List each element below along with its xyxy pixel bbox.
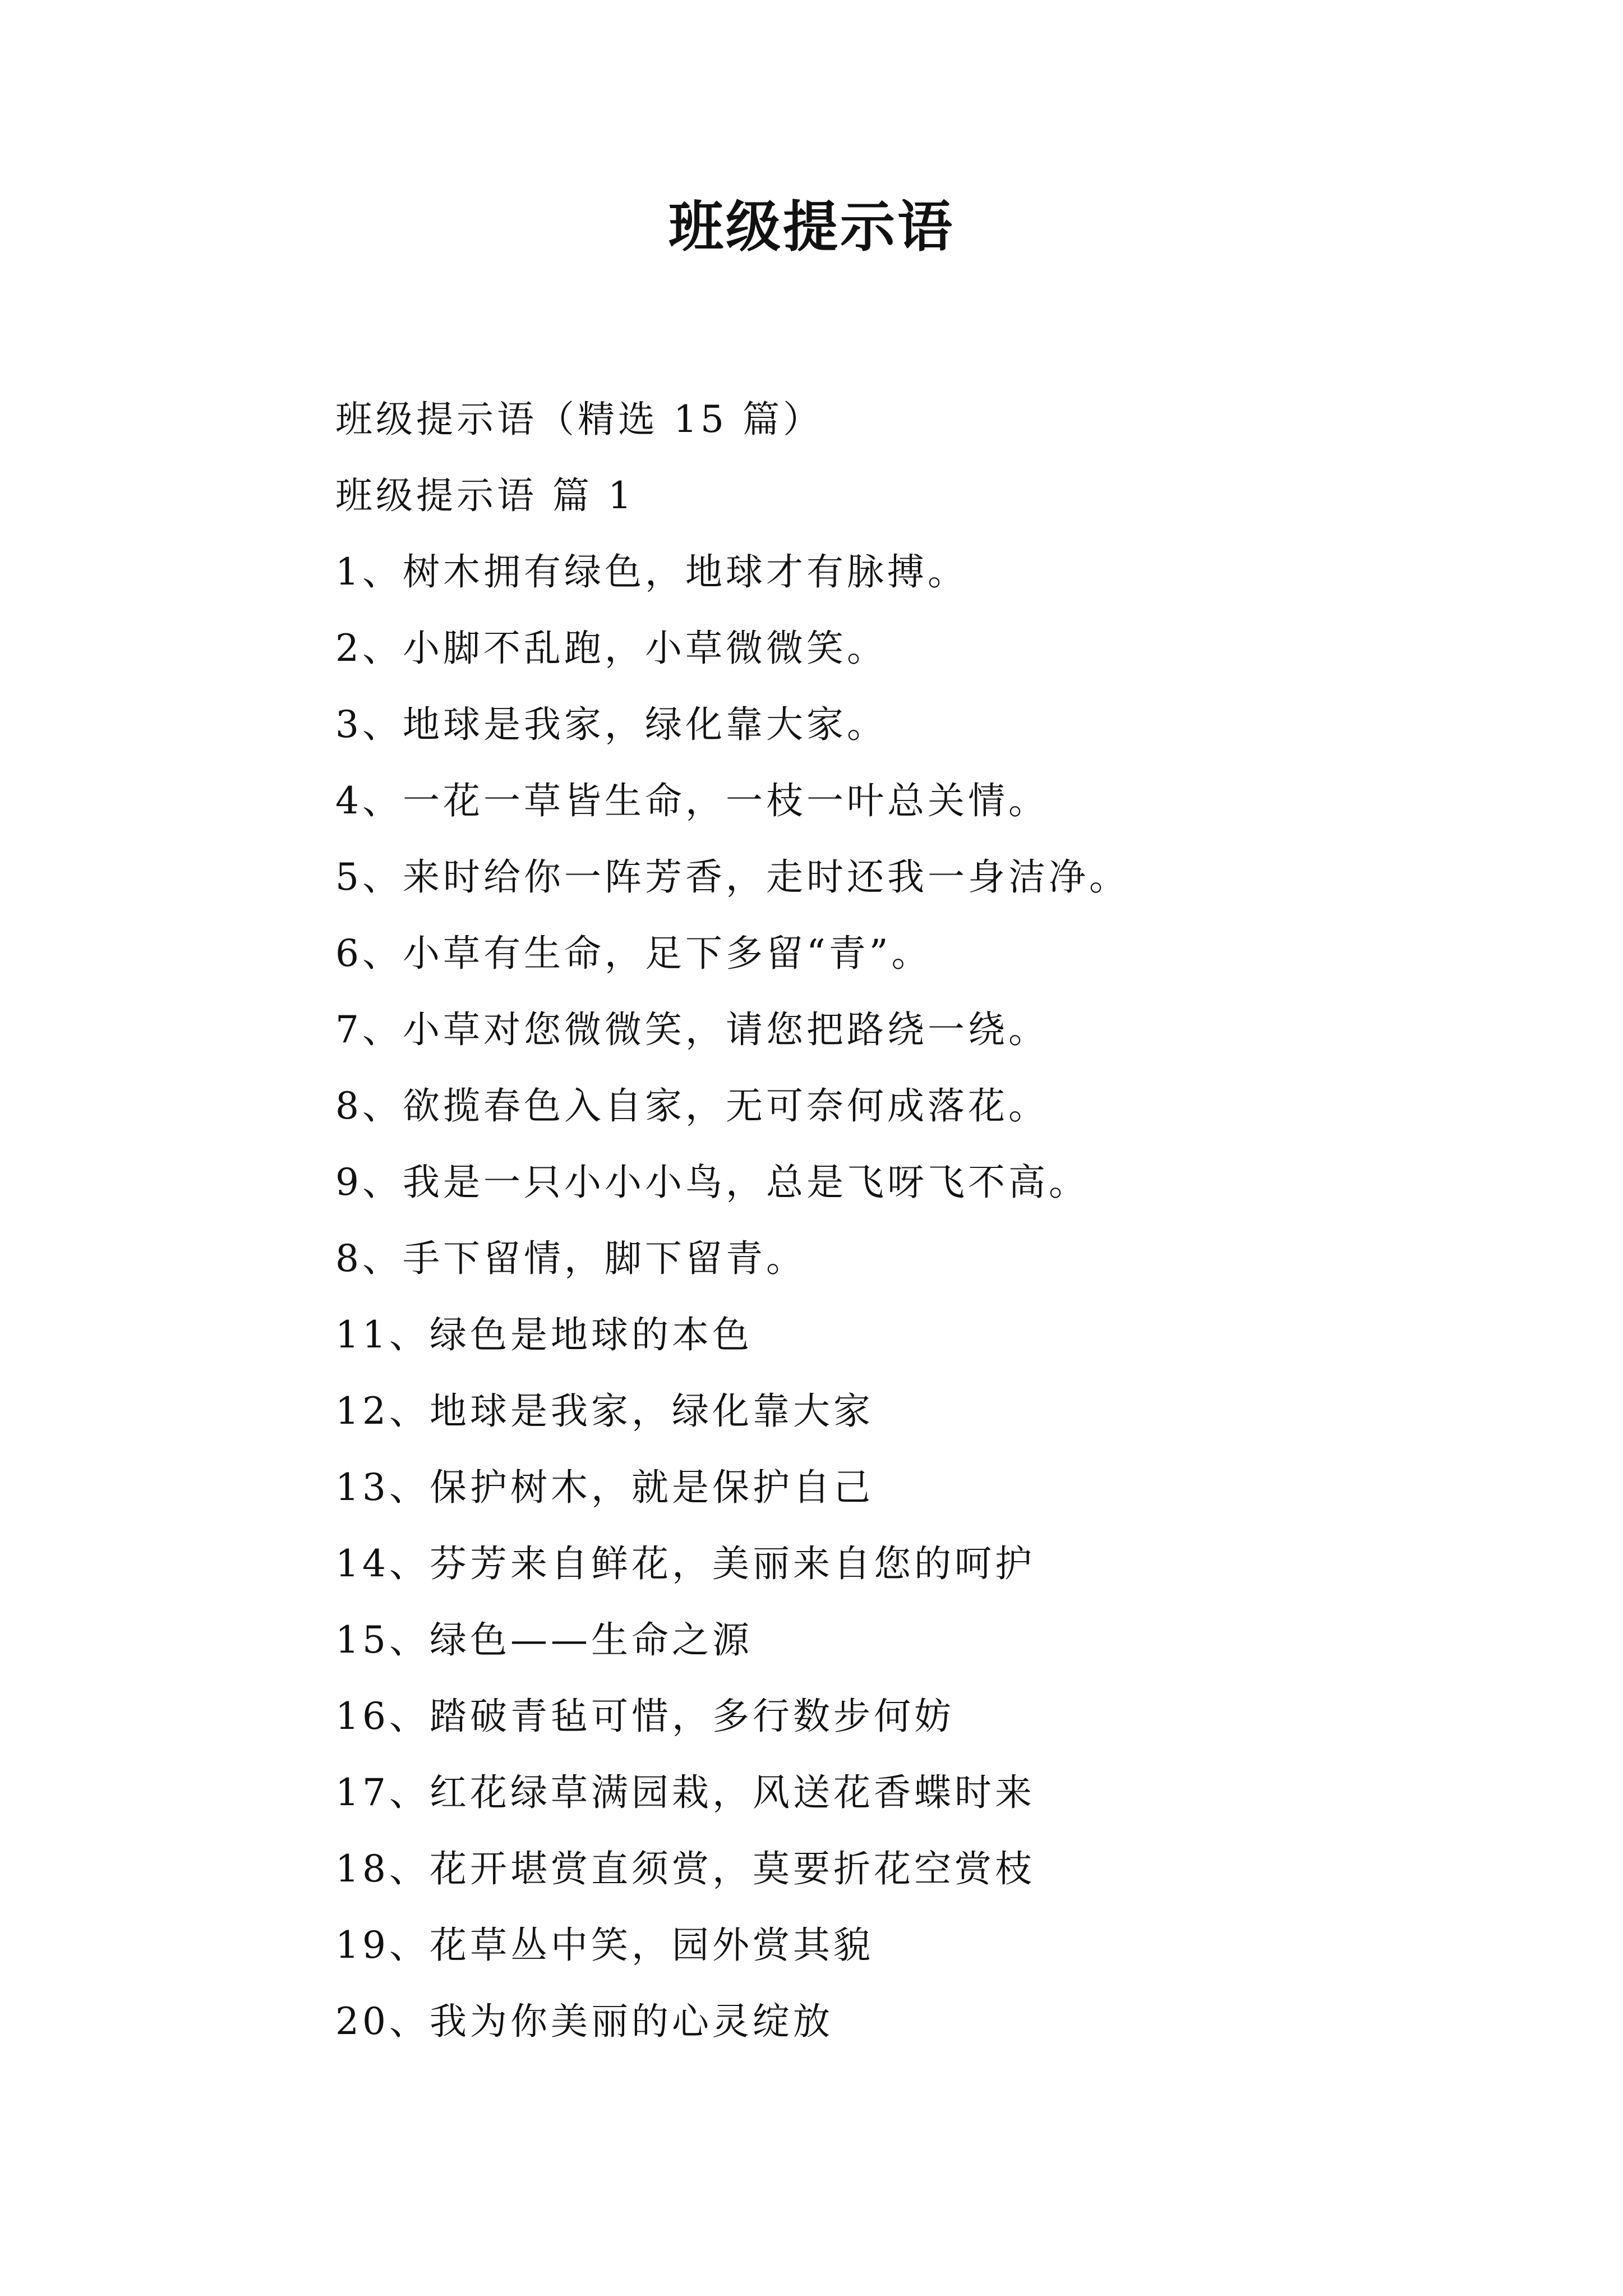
- list-item: 8、欲揽春色入自家，无可奈何成落花。: [335, 1084, 1049, 1128]
- list-item: 19、花草丛中笑，园外赏其貌: [335, 1924, 874, 1967]
- list-item: 3、地球是我家，绿化靠大家。: [335, 703, 887, 746]
- list-item: 2、小脚不乱跑，小草微微笑。: [335, 627, 887, 670]
- section-heading: 班级提示语 篇 1: [335, 474, 635, 517]
- list-item: 12、地球是我家，绿化靠大家: [335, 1389, 874, 1433]
- list-item: 20、我为你美丽的心灵绽放: [335, 2000, 833, 2043]
- list-item: 17、红花绿草满园栽，风送花香蝶时来: [335, 1771, 1035, 1814]
- list-item: 4、一花一草皆生命，一枝一叶总关情。: [335, 779, 1049, 822]
- list-item: 13、保护树木，就是保护自己: [335, 1466, 874, 1509]
- list-item: 18、花开堪赏直须赏，莫要折花空赏枝: [335, 1847, 1035, 1890]
- list-item: 7、小草对您微微笑，请您把路绕一绕。: [335, 1008, 1049, 1051]
- list-item: 1、树木拥有绿色，地球才有脉搏。: [335, 550, 968, 593]
- document-body: [335, 381, 1513, 2060]
- list-item: 8、手下留情，脚下留青。: [335, 1237, 806, 1280]
- list-item: 16、踏破青毡可惜，多行数步何妨: [335, 1695, 955, 1738]
- document-subtitle: 班级提示语（精选 15 篇）: [335, 398, 823, 441]
- list-item: 5、来时给你一阵芳香，走时还我一身洁净。: [335, 855, 1129, 899]
- list-item: 11、绿色是地球的本色: [335, 1313, 753, 1356]
- page-title: 班级提示语: [668, 195, 955, 259]
- list-item: 14、芬芳来自鲜花，美丽来自您的呵护: [335, 1542, 1035, 1585]
- list-item: 9、我是一只小小小鸟，总是飞呀飞不高。: [335, 1161, 1089, 1204]
- list-item: 6、小草有生命，足下多留“青”。: [335, 932, 932, 975]
- list-item: 15、绿色——生命之源: [335, 1618, 753, 1662]
